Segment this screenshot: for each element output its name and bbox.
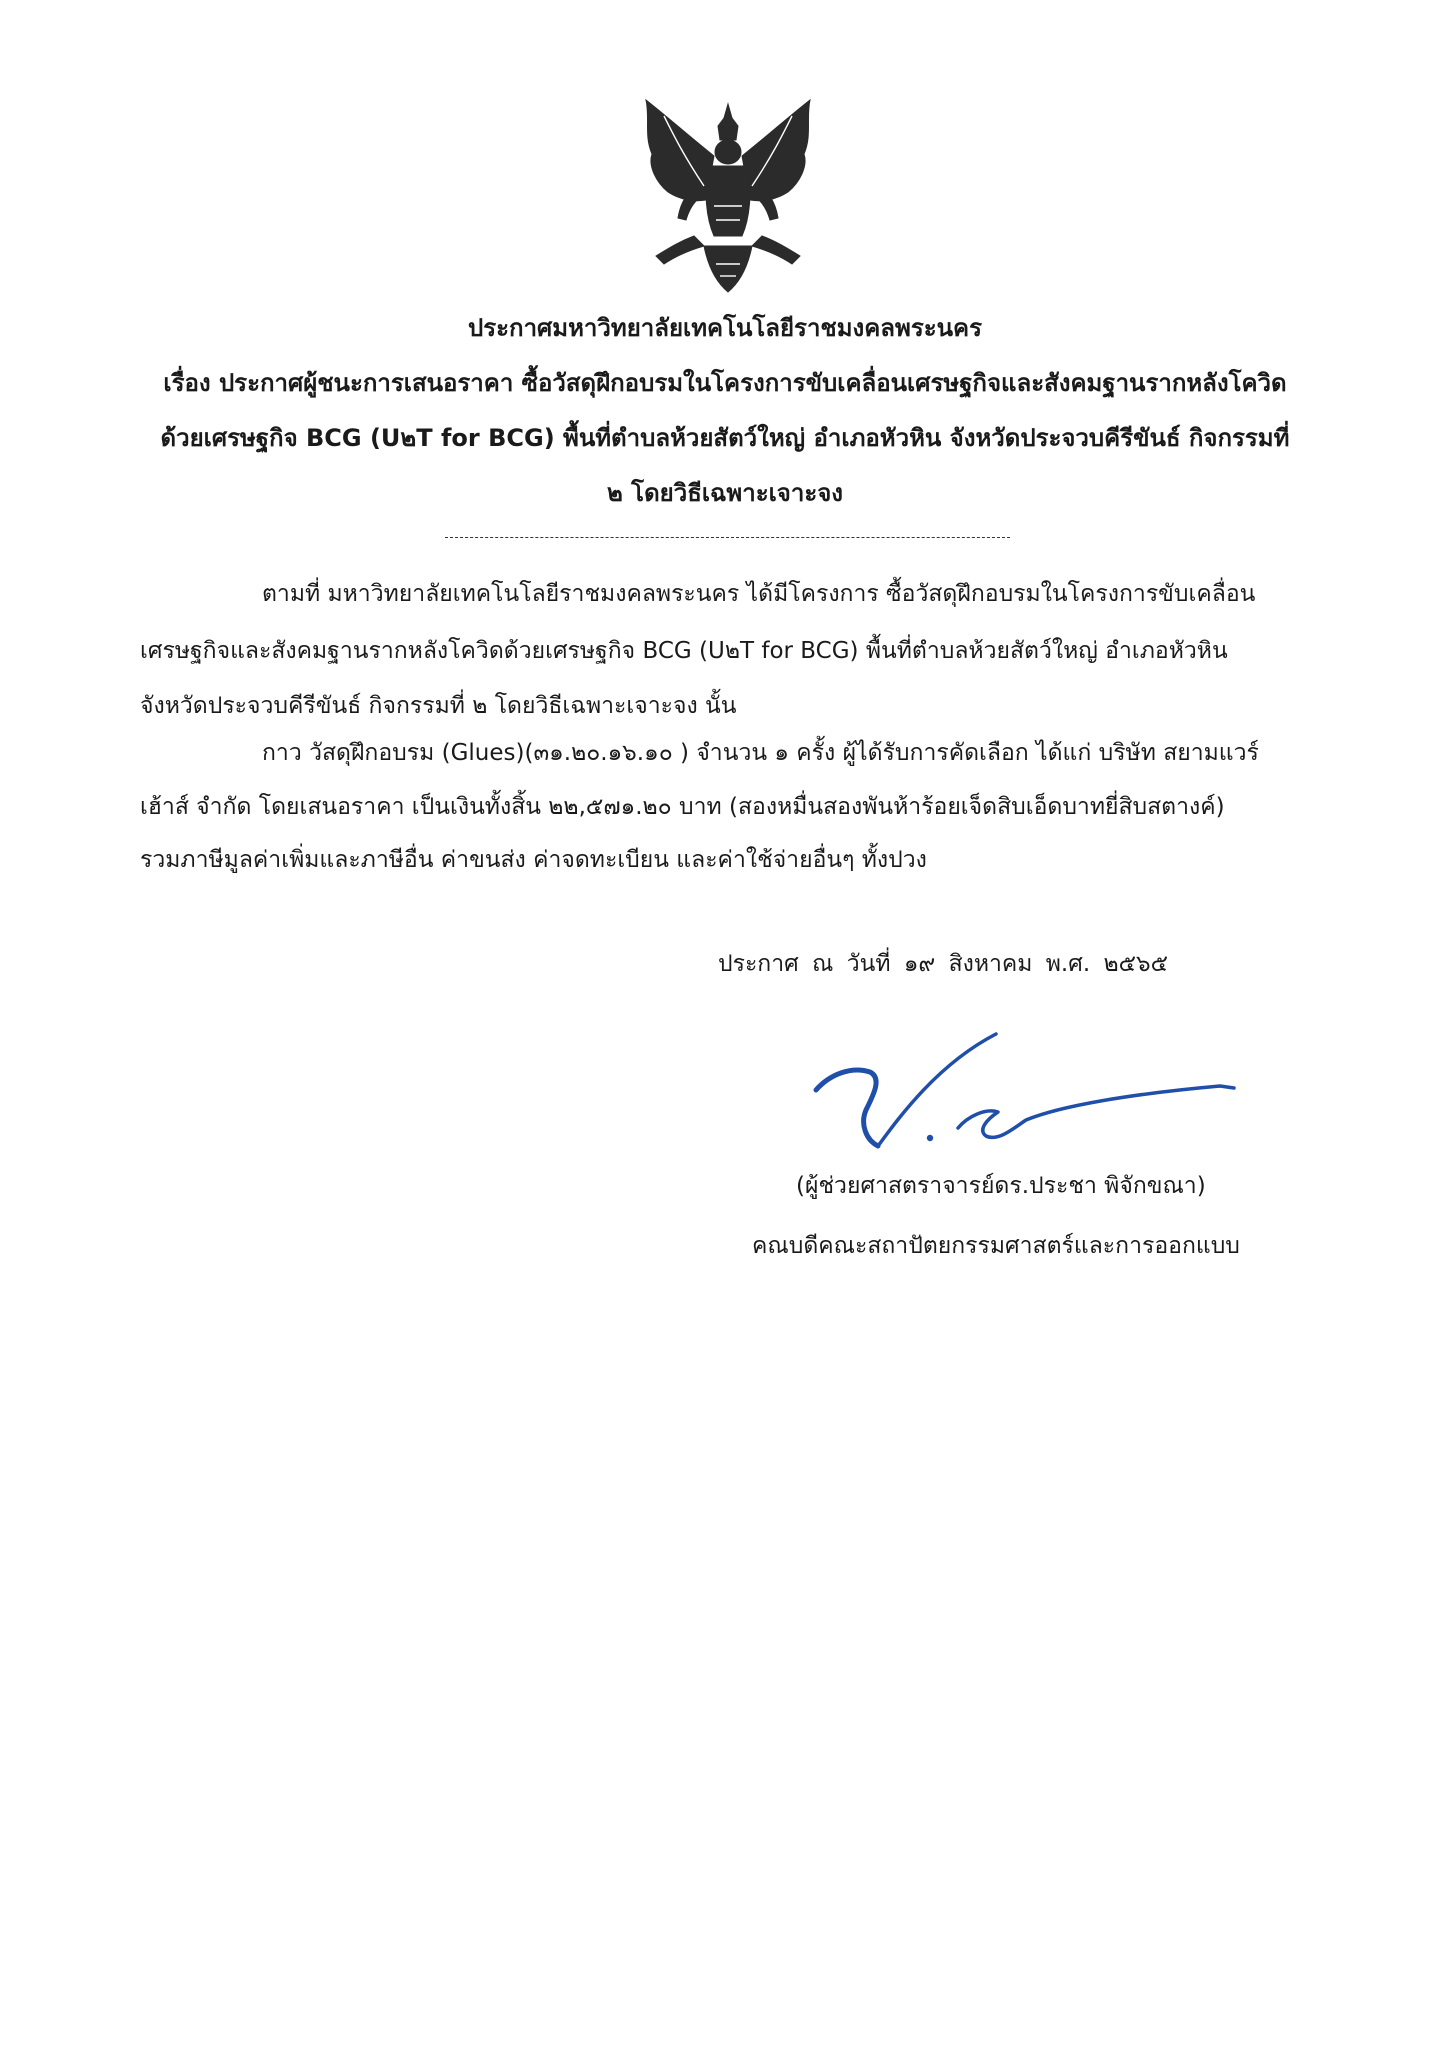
paragraph2-line-2: เฮ้าส์ จำกัด โดยเสนอราคา เป็นเงินทั้งสิ้น ๒๒,๕๗๑.๒๐ บาท (สองหมื่นสองพันห้าร้อยเจ็ดสิบเอ็ดบาทยี่สิบสตางค์) [140,794,1225,820]
paragraph1-line-3: จังหวัดประจวบคีรีขันธ์ กิจกรรมที่ ๒ โดยวิธีเฉพาะเจาะจง นั้น [140,693,737,719]
paragraph2-line-1: กาว วัสดุฝึกอบรม (Glues)(๓๑.๒๐.๑๖.๑๐ ) จำนวน ๑ ครั้ง ผู้ได้รับการคัดเลือก ได้แก่ บริษัท สยามแวร์ [262,740,1259,766]
announcement-subject-line-2: ด้วยเศรษฐกิจ BCG (U๒T for BCG) พื้นที่ตำบลห้วยสัตว์ใหญ่ อำเภอหัวหิน จังหวัดประจวบคีรีขันธ์ กิจกรรมที่ [160,424,1290,452]
announcement-date: ประกาศ ณ วันที่ ๑๙ สิงหาคม พ.ศ. ๒๕๖๕ [718,951,1169,977]
paragraph1-line-1: ตามที่ มหาวิทยาลัยเทคโนโลยีราชมงคลพระนคร ได้มีโครงการ ซื้อวัสดุฝึกอบรมในโครงการขับเคลื่อน [262,581,1256,607]
separator-line [445,537,1010,538]
paragraph2-line-3: รวมภาษีมูลค่าเพิ่มและภาษีอื่น ค่าขนส่ง ค่าจดทะเบียน และค่าใช้จ่ายอื่นๆ ทั้งปวง [140,847,927,873]
signature-icon [800,1030,1240,1160]
paragraph1-line-2: เศรษฐกิจและสังคมฐานรากหลังโควิดด้วยเศรษฐกิจ BCG (U๒T for BCG) พื้นที่ตำบลห้วยสัตว์ใหญ่ อำเภอหัวหิน [140,638,1228,664]
garuda-emblem-icon [634,96,822,296]
signer-position: คณบดีคณะสถาปัตยกรรมศาสตร์และการออกแบบ [752,1233,1240,1259]
announcement-title: ประกาศมหาวิทยาลัยเทคโนโลยีราชมงคลพระนคร [468,314,982,342]
announcement-subject-line-3: ๒ โดยวิธีเฉพาะเจาะจง [607,479,843,507]
signer-name: (ผู้ช่วยศาสตราจารย์ดร.ประชา พิจักขณา) [796,1173,1206,1199]
announcement-subject-line-1: เรื่อง ประกาศผู้ชนะการเสนอราคา ซื้อวัสดุฝึกอบรมในโครงการขับเคลื่อนเศรษฐกิจและสังคมฐานรากหลังโควิด [163,369,1287,397]
